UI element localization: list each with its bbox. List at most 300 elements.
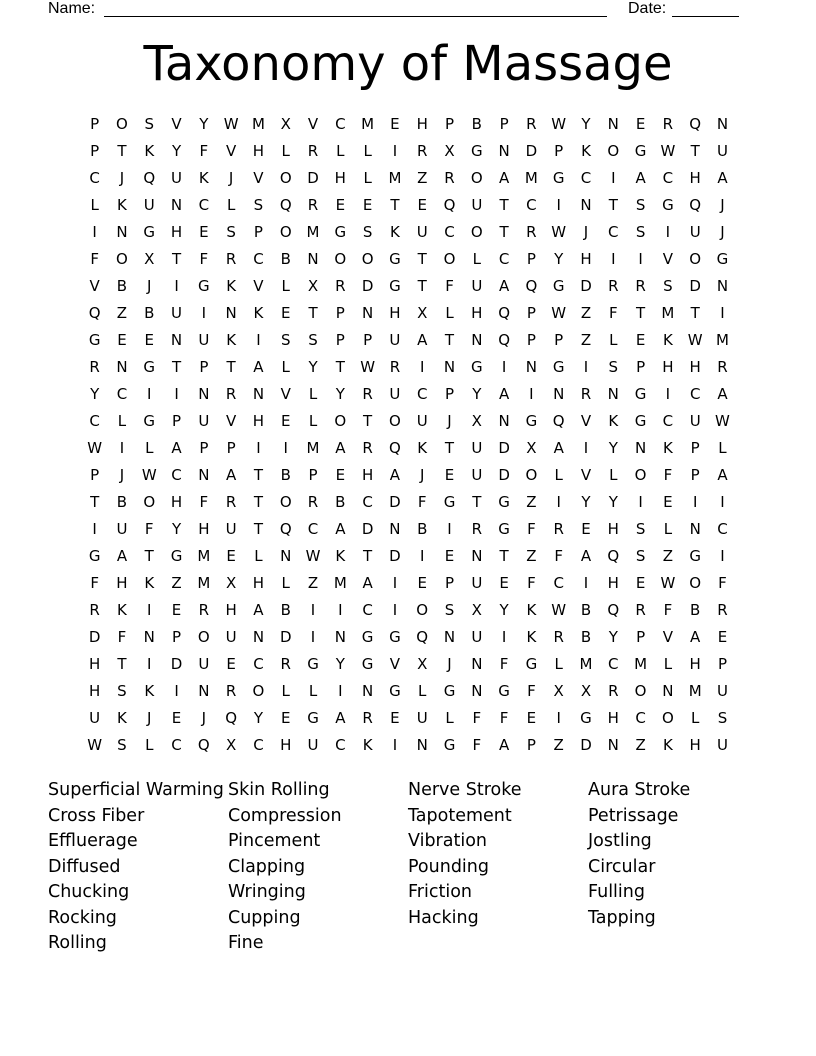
grid-letter[interactable]: F (608, 304, 618, 322)
grid-letter[interactable]: X (471, 412, 482, 430)
grid-letter[interactable]: I (119, 439, 125, 457)
grid-letter[interactable]: I (92, 520, 97, 538)
grid-letter[interactable]: Q (607, 601, 620, 619)
grid-letter[interactable]: S (635, 520, 646, 538)
grid-letter[interactable]: U (689, 412, 701, 430)
grid-letter[interactable]: L (445, 709, 454, 727)
grid-letter[interactable]: T (444, 331, 455, 349)
grid-letter[interactable]: S (608, 358, 619, 376)
grid-letter[interactable]: Z (171, 574, 182, 592)
grid-letter[interactable]: U (471, 439, 483, 457)
grid-letter[interactable]: K (662, 736, 673, 754)
grid-letter[interactable]: P (444, 385, 455, 403)
grid-letter[interactable]: N (607, 385, 619, 403)
grid-letter[interactable]: N (170, 196, 183, 214)
grid-letter[interactable]: A (498, 169, 510, 187)
grid-letter[interactable]: R (471, 520, 483, 538)
grid-letter[interactable]: G (443, 493, 456, 511)
grid-letter[interactable]: G (525, 655, 538, 673)
grid-letter[interactable]: N (143, 628, 155, 646)
grid-letter[interactable]: N (471, 682, 483, 700)
grid-letter[interactable]: Q (279, 520, 292, 538)
grid-letter[interactable]: T (417, 250, 427, 268)
grid-letter[interactable]: P (554, 331, 564, 349)
grid-letter[interactable]: C (662, 169, 674, 187)
grid-letter[interactable]: D (389, 493, 401, 511)
grid-letter[interactable]: F (527, 520, 536, 538)
grid-letter[interactable]: J (720, 196, 725, 214)
grid-letter[interactable]: W (305, 547, 321, 565)
grid-letter[interactable]: O (470, 169, 483, 187)
grid-letter[interactable]: N (198, 466, 210, 484)
grid-letter[interactable]: E (663, 493, 673, 511)
grid-letter[interactable]: E (526, 709, 537, 727)
grid-letter[interactable]: R (307, 196, 319, 214)
grid-letter[interactable]: H (89, 682, 101, 700)
grid-letter[interactable]: M (524, 169, 538, 187)
grid-letter[interactable]: W (141, 466, 157, 484)
grid-letter[interactable]: F (199, 142, 209, 160)
grid-letter[interactable]: K (608, 412, 619, 430)
grid-letter[interactable]: E (635, 331, 646, 349)
grid-letter[interactable]: A (498, 736, 510, 754)
grid-letter[interactable]: I (147, 601, 152, 619)
grid-letter[interactable]: R (608, 682, 619, 700)
grid-letter[interactable]: H (252, 412, 265, 430)
grid-letter[interactable]: I (392, 601, 398, 619)
grid-letter[interactable]: M (197, 547, 211, 565)
grid-letter[interactable]: Y (499, 601, 509, 619)
grid-letter[interactable]: W (660, 142, 676, 160)
grid-letter[interactable]: M (197, 574, 211, 592)
grid-letter[interactable]: R (307, 142, 319, 160)
grid-letter[interactable]: C (717, 520, 728, 538)
grid-letter[interactable]: F (199, 250, 209, 268)
grid-letter[interactable]: T (171, 358, 182, 376)
grid-letter[interactable]: M (333, 574, 347, 592)
grid-letter[interactable]: N (198, 682, 210, 700)
grid-letter[interactable]: G (143, 223, 156, 241)
grid-letter[interactable]: I (256, 439, 261, 457)
grid-letter[interactable]: T (144, 547, 154, 565)
grid-letter[interactable]: X (444, 142, 455, 160)
grid-letter[interactable]: C (335, 736, 346, 754)
grid-letter[interactable]: E (144, 331, 154, 349)
grid-letter[interactable]: E (171, 601, 182, 619)
grid-letter[interactable]: S (280, 331, 291, 349)
grid-letter[interactable]: I (392, 574, 398, 592)
grid-letter[interactable]: V (280, 385, 291, 403)
grid-letter[interactable]: I (720, 493, 725, 511)
grid-letter[interactable]: R (553, 628, 564, 646)
grid-letter[interactable]: D (689, 277, 701, 295)
grid-letter[interactable]: D (580, 277, 592, 295)
grid-letter[interactable]: E (635, 115, 646, 133)
grid-letter[interactable]: T (499, 223, 509, 241)
grid-letter[interactable]: U (225, 520, 237, 538)
grid-letter[interactable]: G (443, 682, 456, 700)
grid-letter[interactable]: W (87, 736, 103, 754)
grid-letter[interactable]: P (717, 655, 727, 673)
grid-letter[interactable]: I (310, 601, 316, 619)
grid-letter[interactable]: E (417, 196, 427, 214)
grid-letter[interactable]: R (416, 142, 428, 160)
grid-letter[interactable]: W (551, 601, 567, 619)
grid-letter[interactable]: C (253, 250, 264, 268)
grid-letter[interactable]: L (90, 196, 99, 214)
grid-letter[interactable]: X (417, 655, 428, 673)
grid-letter[interactable]: F (527, 574, 536, 592)
grid-letter[interactable]: Y (581, 115, 591, 133)
grid-letter[interactable]: G (443, 736, 456, 754)
grid-letter[interactable]: G (389, 628, 401, 646)
grid-letter[interactable]: B (580, 628, 592, 646)
grid-letter[interactable]: L (117, 412, 127, 430)
grid-letter[interactable]: E (335, 466, 346, 484)
grid-letter[interactable]: I (338, 601, 343, 619)
grid-letter[interactable]: Q (197, 736, 210, 754)
grid-letter[interactable]: U (471, 277, 483, 295)
grid-letter[interactable]: T (444, 439, 455, 457)
grid-letter[interactable]: G (634, 142, 647, 160)
grid-letter[interactable]: R (225, 682, 237, 700)
grid-letter[interactable]: P (308, 466, 318, 484)
grid-letter[interactable]: X (144, 250, 155, 268)
grid-letter[interactable]: R (526, 115, 537, 133)
grid-letter[interactable]: H (334, 169, 346, 187)
grid-letter[interactable]: Y (335, 655, 345, 673)
grid-letter[interactable]: V (171, 115, 182, 133)
grid-letter[interactable]: N (362, 304, 374, 322)
grid-letter[interactable]: C (89, 169, 100, 187)
grid-letter[interactable]: T (499, 547, 509, 565)
grid-letter[interactable]: X (580, 682, 592, 700)
grid-letter[interactable]: S (663, 277, 673, 295)
grid-letter[interactable]: C (171, 736, 182, 754)
grid-letter[interactable]: U (689, 223, 701, 241)
grid-letter[interactable]: Q (443, 196, 456, 214)
grid-letter[interactable]: U (471, 628, 483, 646)
grid-letter[interactable]: I (720, 304, 725, 322)
grid-letter[interactable]: G (143, 412, 156, 430)
grid-letter[interactable]: L (445, 304, 454, 322)
grid-letter[interactable]: Z (526, 547, 537, 565)
grid-letter[interactable]: E (717, 628, 728, 646)
grid-letter[interactable]: K (226, 331, 237, 349)
grid-letter[interactable]: A (335, 439, 346, 457)
grid-letter[interactable]: G (580, 709, 592, 727)
grid-letter[interactable]: X (417, 304, 428, 322)
grid-letter[interactable]: O (116, 115, 128, 133)
grid-letter[interactable]: O (389, 412, 401, 430)
grid-letter[interactable]: L (281, 142, 290, 160)
grid-letter[interactable]: N (471, 547, 483, 565)
grid-letter[interactable]: Q (689, 115, 702, 133)
grid-letter[interactable]: G (552, 277, 565, 295)
grid-letter[interactable]: C (526, 196, 537, 214)
grid-letter[interactable]: W (551, 223, 567, 241)
grid-letter[interactable]: M (716, 331, 729, 349)
grid-letter[interactable]: G (389, 682, 401, 700)
name-field[interactable] (104, 0, 607, 17)
grid-letter[interactable]: G (361, 628, 374, 646)
grid-letter[interactable]: R (89, 358, 100, 376)
grid-letter[interactable]: I (638, 250, 643, 268)
grid-letter[interactable]: J (147, 277, 152, 295)
grid-letter[interactable]: P (636, 628, 646, 646)
grid-letter[interactable]: D (498, 439, 510, 457)
grid-letter[interactable]: H (116, 574, 128, 592)
grid-letter[interactable]: B (280, 250, 291, 268)
grid-letter[interactable]: L (254, 547, 263, 565)
grid-letter[interactable]: P (90, 466, 100, 484)
grid-letter[interactable]: H (225, 601, 237, 619)
grid-letter[interactable]: Z (635, 736, 646, 754)
grid-letter[interactable]: C (608, 223, 619, 241)
grid-letter[interactable]: A (553, 439, 564, 457)
grid-letter[interactable]: G (470, 358, 483, 376)
grid-letter[interactable]: P (444, 115, 455, 133)
grid-letter[interactable]: P (172, 628, 182, 646)
grid-letter[interactable]: C (689, 385, 701, 403)
grid-letter[interactable]: S (117, 736, 127, 754)
grid-letter[interactable]: C (116, 385, 128, 403)
grid-letter[interactable]: L (554, 466, 563, 484)
grid-letter[interactable]: R (225, 385, 237, 403)
grid-letter[interactable]: I (310, 628, 316, 646)
grid-letter[interactable]: N (607, 736, 619, 754)
grid-letter[interactable]: N (416, 736, 428, 754)
grid-letter[interactable]: K (662, 331, 673, 349)
grid-letter[interactable]: A (580, 547, 592, 565)
grid-letter[interactable]: M (388, 169, 402, 187)
grid-letter[interactable]: N (689, 520, 701, 538)
grid-letter[interactable]: T (117, 142, 127, 160)
grid-letter[interactable]: R (553, 520, 564, 538)
grid-letter[interactable]: H (689, 358, 701, 376)
grid-letter[interactable]: A (335, 520, 346, 538)
grid-letter[interactable]: I (583, 574, 589, 592)
grid-letter[interactable]: N (280, 547, 292, 565)
grid-letter[interactable]: C (171, 466, 182, 484)
grid-letter[interactable]: S (117, 682, 127, 700)
grid-letter[interactable]: G (552, 169, 565, 187)
grid-letter[interactable]: G (170, 547, 183, 565)
grid-letter[interactable]: L (418, 682, 427, 700)
grid-letter[interactable]: R (662, 115, 674, 133)
grid-letter[interactable]: P (690, 466, 700, 484)
grid-letter[interactable]: N (443, 628, 456, 646)
grid-letter[interactable]: G (525, 412, 538, 430)
grid-letter[interactable]: I (501, 358, 507, 376)
grid-letter[interactable]: N (553, 385, 565, 403)
grid-letter[interactable]: Y (608, 439, 618, 457)
grid-letter[interactable]: C (253, 655, 264, 673)
grid-letter[interactable]: T (390, 196, 400, 214)
grid-letter[interactable]: F (499, 655, 509, 673)
grid-letter[interactable]: B (144, 304, 155, 322)
grid-letter[interactable]: O (416, 601, 429, 619)
grid-letter[interactable]: R (444, 169, 455, 187)
grid-letter[interactable]: K (198, 169, 209, 187)
grid-letter[interactable]: A (253, 601, 264, 619)
grid-letter[interactable]: P (444, 574, 455, 592)
grid-letter[interactable]: T (171, 250, 182, 268)
grid-letter[interactable]: G (307, 655, 319, 673)
grid-letter[interactable]: Q (88, 304, 101, 322)
grid-letter[interactable]: O (525, 466, 538, 484)
grid-letter[interactable]: N (252, 628, 265, 646)
grid-letter[interactable]: S (635, 223, 646, 241)
grid-letter[interactable]: Z (662, 547, 674, 565)
grid-letter[interactable]: O (334, 250, 347, 268)
grid-letter[interactable]: U (416, 709, 428, 727)
grid-letter[interactable]: E (362, 196, 373, 214)
grid-letter[interactable]: F (417, 493, 427, 511)
grid-letter[interactable]: O (607, 142, 620, 160)
grid-letter[interactable]: F (117, 628, 127, 646)
grid-letter[interactable]: G (552, 358, 565, 376)
grid-letter[interactable]: G (716, 250, 729, 268)
grid-letter[interactable]: N (389, 520, 401, 538)
grid-letter[interactable]: A (335, 709, 346, 727)
grid-letter[interactable]: G (634, 385, 647, 403)
grid-letter[interactable]: H (198, 520, 210, 538)
grid-letter[interactable]: F (472, 736, 482, 754)
grid-letter[interactable]: I (201, 304, 207, 322)
grid-letter[interactable]: K (253, 304, 264, 322)
grid-letter[interactable]: R (362, 439, 373, 457)
grid-letter[interactable]: E (280, 304, 291, 322)
grid-letter[interactable]: U (143, 196, 155, 214)
grid-letter[interactable]: G (498, 682, 510, 700)
grid-letter[interactable]: Y (608, 628, 618, 646)
grid-letter[interactable]: Z (526, 493, 537, 511)
grid-letter[interactable]: Y (171, 142, 182, 160)
grid-letter[interactable]: Z (553, 736, 564, 754)
grid-letter[interactable]: Y (472, 385, 482, 403)
grid-letter[interactable]: H (252, 142, 265, 160)
grid-letter[interactable]: J (119, 466, 125, 484)
grid-letter[interactable]: B (116, 493, 128, 511)
grid-letter[interactable]: T (117, 655, 127, 673)
grid-letter[interactable]: V (580, 466, 592, 484)
grid-letter[interactable]: H (689, 169, 701, 187)
grid-letter[interactable]: E (444, 547, 455, 565)
grid-letter[interactable]: M (251, 115, 265, 133)
grid-letter[interactable]: W (360, 358, 376, 376)
grid-letter[interactable]: O (279, 223, 292, 241)
grid-letter[interactable]: H (662, 358, 674, 376)
grid-letter[interactable]: G (361, 655, 374, 673)
grid-letter[interactable]: F (663, 466, 673, 484)
grid-letter[interactable]: E (280, 412, 291, 430)
grid-letter[interactable]: J (119, 169, 125, 187)
grid-letter[interactable]: I (720, 547, 725, 565)
grid-letter[interactable]: L (336, 142, 345, 160)
grid-letter[interactable]: Y (90, 385, 100, 403)
grid-letter[interactable]: N (607, 115, 619, 133)
grid-letter[interactable]: J (147, 709, 152, 727)
grid-letter[interactable]: T (636, 304, 646, 322)
grid-letter[interactable]: U (716, 736, 728, 754)
grid-letter[interactable]: D (580, 736, 592, 754)
grid-letter[interactable]: F (472, 709, 482, 727)
grid-letter[interactable]: C (307, 520, 319, 538)
grid-letter[interactable]: L (308, 682, 318, 700)
grid-letter[interactable]: J (228, 169, 234, 187)
grid-letter[interactable]: V (226, 412, 237, 430)
grid-letter[interactable]: N (443, 358, 456, 376)
grid-letter[interactable]: B (280, 601, 291, 619)
grid-letter[interactable]: R (225, 250, 237, 268)
grid-letter[interactable]: T (499, 196, 509, 214)
grid-letter[interactable]: I (583, 358, 589, 376)
grid-letter[interactable]: N (580, 196, 592, 214)
grid-letter[interactable]: E (390, 709, 400, 727)
grid-letter[interactable]: R (635, 601, 646, 619)
grid-letter[interactable]: D (389, 547, 401, 565)
grid-letter[interactable]: P (526, 250, 536, 268)
grid-letter[interactable]: B (471, 115, 482, 133)
grid-letter[interactable]: K (417, 439, 428, 457)
grid-letter[interactable]: Y (608, 493, 618, 511)
grid-letter[interactable]: W (551, 304, 567, 322)
grid-letter[interactable]: G (143, 358, 156, 376)
grid-letter[interactable]: V (307, 115, 319, 133)
grid-letter[interactable]: K (144, 682, 155, 700)
grid-letter[interactable]: C (362, 493, 373, 511)
grid-letter[interactable]: N (307, 250, 319, 268)
grid-letter[interactable]: I (583, 439, 589, 457)
grid-letter[interactable]: V (253, 277, 264, 295)
grid-letter[interactable]: I (447, 520, 452, 538)
grid-letter[interactable]: L (609, 466, 618, 484)
grid-letter[interactable]: N (225, 304, 237, 322)
grid-letter[interactable]: P (363, 331, 373, 349)
grid-letter[interactable]: U (389, 385, 401, 403)
grid-letter[interactable]: N (252, 385, 265, 403)
grid-letter[interactable]: F (445, 277, 454, 295)
grid-letter[interactable]: Y (335, 385, 345, 403)
grid-letter[interactable]: F (144, 520, 154, 538)
grid-letter[interactable]: L (363, 142, 372, 160)
grid-letter[interactable]: K (117, 601, 127, 619)
grid-letter[interactable]: I (392, 142, 398, 160)
grid-letter[interactable]: K (389, 223, 400, 241)
grid-letter[interactable]: P (335, 331, 345, 349)
grid-letter[interactable]: E (499, 574, 509, 592)
grid-letter[interactable]: B (690, 601, 701, 619)
grid-letter[interactable]: Z (580, 331, 592, 349)
grid-letter[interactable]: Y (581, 493, 591, 511)
grid-letter[interactable]: S (635, 196, 646, 214)
grid-letter[interactable]: A (690, 628, 701, 646)
grid-letter[interactable]: N (716, 115, 729, 133)
grid-letter[interactable]: R (717, 601, 728, 619)
grid-letter[interactable]: B (417, 520, 428, 538)
grid-letter[interactable]: E (226, 655, 236, 673)
grid-letter[interactable]: P (226, 439, 236, 457)
grid-letter[interactable]: P (636, 358, 646, 376)
grid-letter[interactable]: Q (225, 709, 238, 727)
grid-letter[interactable]: Z (307, 574, 319, 592)
grid-letter[interactable]: A (389, 466, 401, 484)
grid-letter[interactable]: L (308, 385, 318, 403)
grid-letter[interactable]: R (280, 655, 291, 673)
grid-letter[interactable]: M (361, 115, 375, 133)
grid-letter[interactable]: U (471, 466, 483, 484)
